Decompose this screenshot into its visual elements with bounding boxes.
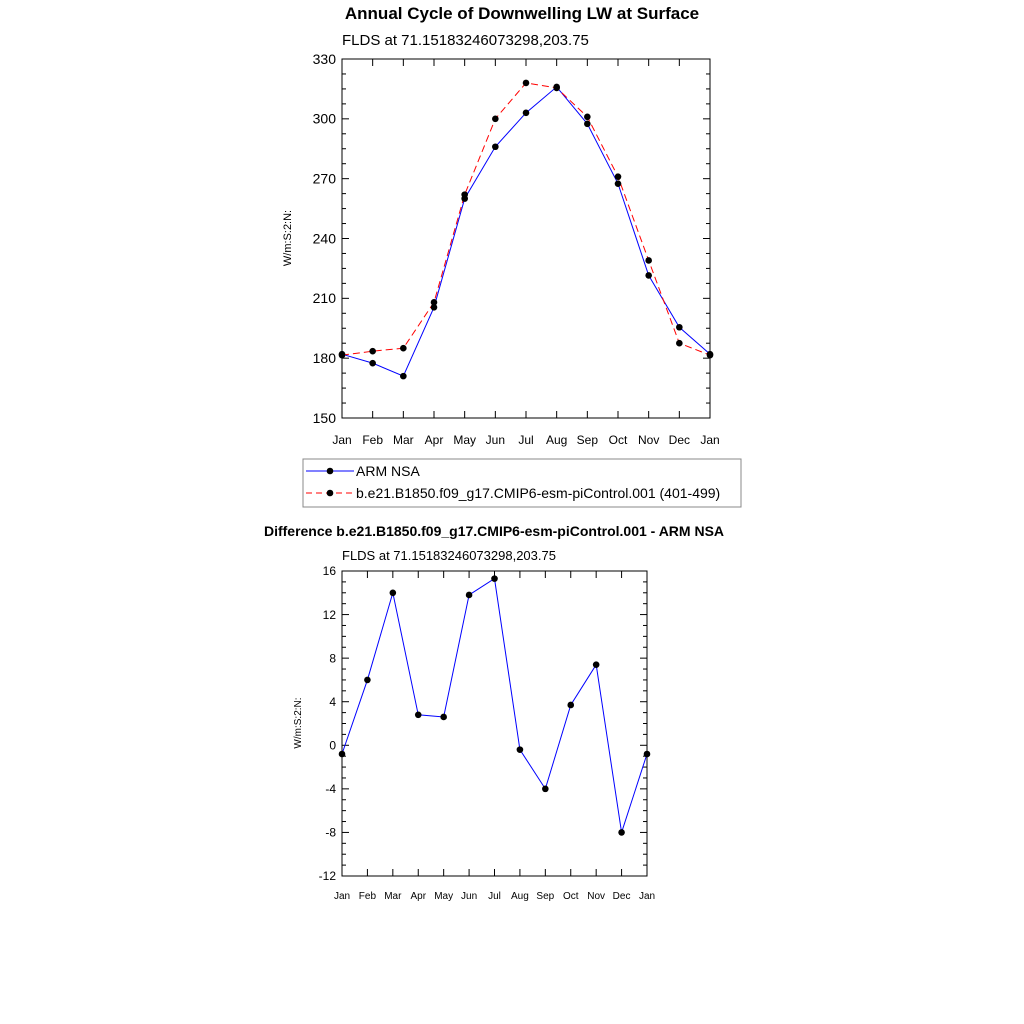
data-point-1: [553, 85, 560, 92]
data-point-0: [492, 143, 499, 150]
data-point-1: [645, 257, 652, 264]
data-point-0: [390, 589, 397, 596]
x-tick-label: Apr: [424, 433, 444, 447]
data-point-0: [615, 180, 622, 187]
y-tick-label: 12: [322, 607, 336, 622]
x-tick-label: Oct: [562, 891, 579, 902]
chart-subtitle: FLDS at 71.15183246073298,203.75: [342, 548, 556, 563]
y-tick-label: 8: [329, 651, 336, 666]
x-tick-label: Nov: [637, 433, 660, 447]
data-point-0: [466, 592, 473, 599]
data-point-0: [339, 751, 346, 758]
x-tick-label: Feb: [358, 891, 377, 902]
x-tick-label: Apr: [410, 891, 427, 902]
x-tick-label: Jan: [638, 891, 656, 902]
x-tick-label: Jul: [518, 433, 534, 447]
data-point-1: [400, 345, 407, 352]
x-tick-label: Jan: [333, 891, 351, 902]
data-point-0: [517, 746, 524, 753]
data-point-1: [707, 352, 714, 359]
y-tick-label: -12: [318, 869, 336, 884]
x-tick-label: Oct: [608, 433, 628, 447]
chart-title: Annual Cycle of Downwelling LW at Surface: [344, 4, 700, 23]
data-point-0: [676, 324, 683, 331]
x-tick-label: Dec: [668, 433, 691, 447]
legend: [303, 459, 741, 507]
x-tick-label: Feb: [362, 433, 384, 447]
data-point-1: [676, 340, 683, 347]
x-tick-label: Nov: [587, 891, 606, 902]
y-tick-label: 300: [312, 110, 336, 127]
x-tick-label: Dec: [612, 891, 631, 902]
y-tick-label: -4: [325, 782, 336, 797]
x-tick-label: May: [434, 891, 454, 902]
data-point-0: [644, 751, 651, 758]
y-tick-label: 4: [329, 694, 336, 709]
x-tick-label: Sep: [536, 891, 555, 902]
data-point-0: [645, 272, 652, 279]
y-tick-label: 180: [312, 350, 336, 367]
y-tick-label: 150: [312, 409, 336, 426]
data-point-1: [492, 116, 499, 123]
y-tick-label: 210: [312, 290, 336, 307]
y-tick-label: 330: [312, 50, 336, 67]
legend-marker-model: [327, 490, 334, 497]
data-point-1: [584, 114, 591, 121]
x-tick-label: Jun: [461, 891, 478, 902]
y-tick-label: 0: [329, 738, 336, 753]
x-tick-label: Jan: [332, 433, 352, 447]
y-tick-label: 240: [312, 230, 336, 247]
y-axis-label: W/m:S:2:N:: [293, 697, 304, 749]
x-tick-label: Jan: [700, 433, 720, 447]
data-point-0: [415, 711, 422, 718]
data-point-0: [584, 121, 591, 128]
legend-marker-arm: [327, 468, 334, 475]
x-tick-label: Aug: [511, 891, 529, 902]
data-point-0: [491, 575, 498, 582]
legend-label-model: b.e21.B1850.f09_g17.CMIP6-esm-piControl.001 (401-499): [356, 485, 721, 501]
data-point-0: [369, 360, 376, 367]
x-tick-label: Jul: [488, 891, 501, 902]
data-point-1: [431, 299, 438, 306]
data-point-0: [523, 110, 530, 117]
chart-subtitle: FLDS at 71.15183246073298,203.75: [342, 32, 589, 49]
y-tick-label: -8: [325, 825, 336, 840]
y-tick-label: 16: [322, 564, 336, 579]
data-point-1: [461, 191, 468, 198]
data-point-1: [369, 348, 376, 355]
chart-title: Difference b.e21.B1850.f09_g17.CMIP6-esm-piControl.001 - ARM NSA: [263, 523, 725, 539]
data-point-0: [400, 373, 407, 380]
x-tick-label: Jun: [485, 433, 506, 447]
x-tick-label: Aug: [545, 433, 568, 447]
data-point-1: [615, 173, 622, 180]
y-axis-label: W/m:S:2:N:: [282, 209, 294, 267]
data-point-1: [339, 352, 346, 359]
x-tick-label: May: [453, 433, 477, 447]
data-point-0: [542, 786, 549, 793]
x-tick-label: Mar: [384, 891, 402, 902]
data-point-0: [440, 714, 447, 721]
data-point-1: [523, 80, 530, 87]
legend-label-arm: ARM NSA: [356, 463, 420, 479]
data-point-0: [593, 661, 600, 668]
data-point-0: [364, 677, 371, 684]
y-tick-label: 270: [312, 170, 336, 187]
data-point-0: [618, 829, 625, 836]
data-point-0: [567, 702, 574, 709]
x-tick-label: Mar: [392, 433, 414, 447]
x-tick-label: Sep: [576, 433, 599, 447]
